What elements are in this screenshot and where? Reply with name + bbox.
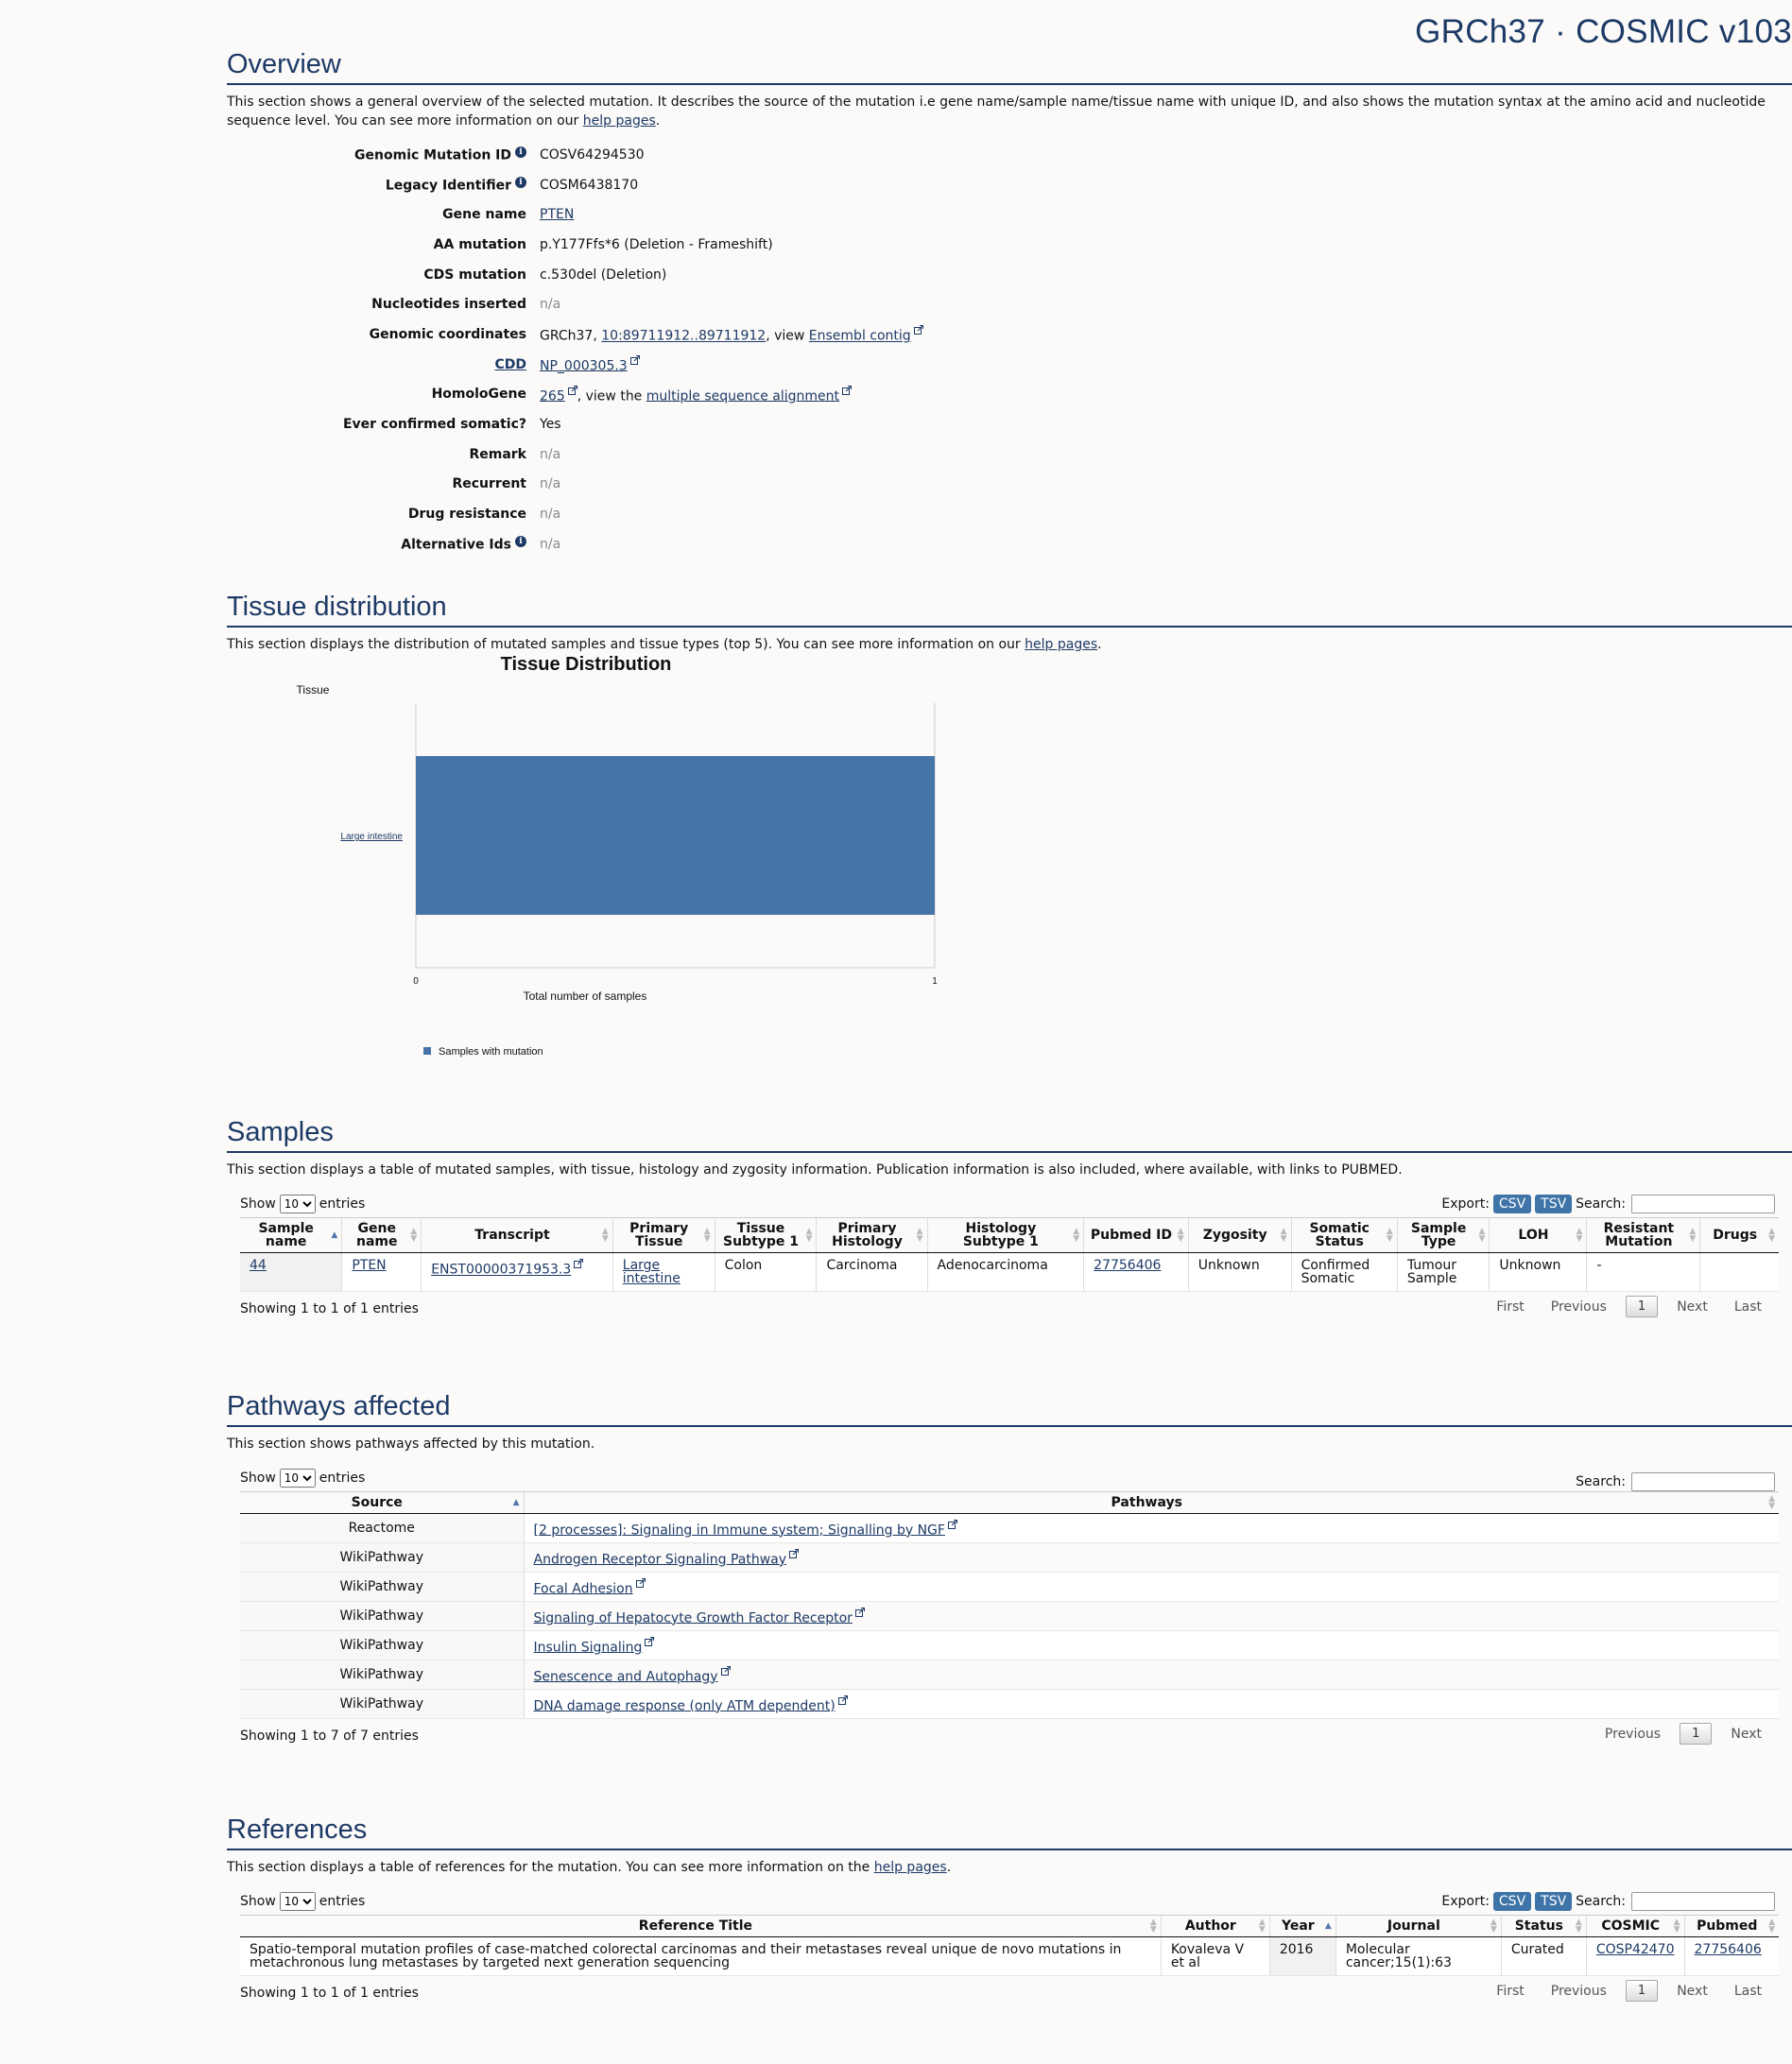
sort-icon: ▲ ▼: [601, 1227, 609, 1244]
sort-ascending-icon: ▲: [331, 1230, 338, 1240]
external-link-icon: [568, 386, 577, 395]
cds-mutation-value: c.530del (Deletion): [540, 267, 667, 283]
table-cell: [524, 1514, 1779, 1543]
external-link-icon: [842, 386, 852, 395]
table-cell: Curated: [1501, 1937, 1586, 1976]
pathways-pagination: [1592, 1723, 1775, 1745]
table-cell: Carcinoma: [817, 1253, 927, 1292]
pathways-table: [240, 1491, 1779, 1719]
table-cell: [1684, 1937, 1779, 1976]
pathways-page-size-select[interactable]: [280, 1469, 316, 1488]
field-aa-mutation: [227, 230, 1792, 260]
samples-export-tsv-button[interactable]: TSV: [1535, 1195, 1572, 1213]
samples-description: This section displays a table of mutated samples, with tissue, histology and zygosity information. Publication information is also included, where available, with links to PUBMED.: [227, 1162, 1403, 1178]
samples-tools: [1441, 1195, 1775, 1213]
pathways-search-input[interactable]: [1631, 1472, 1775, 1491]
column-header-label: Primary Tissue: [629, 1221, 689, 1249]
external-link-icon: [636, 1578, 646, 1588]
column-header-label: Drugs: [1713, 1228, 1758, 1243]
references-tools: [1441, 1892, 1775, 1911]
column-header[interactable]: [342, 1218, 422, 1253]
chart-svg: [227, 646, 964, 1091]
sort-icon: ▲ ▼: [1673, 1918, 1680, 1935]
column-header[interactable]: [1684, 1916, 1779, 1937]
export-label: Export:: [1441, 1196, 1490, 1212]
chart-title: Tissue Distribution: [500, 654, 672, 675]
field-nucleotides-inserted: [227, 289, 1792, 319]
genomic-coordinates-link[interactable]: 10:89711912..89711912: [601, 328, 767, 344]
show-label: Show: [240, 1471, 276, 1486]
chart-category-label[interactable]: Large intestine: [340, 832, 403, 842]
external-link-icon: [838, 1695, 848, 1705]
pathway-source: WikiPathway: [240, 1660, 524, 1690]
table-row: [240, 1631, 1779, 1660]
sort-icon: ▲ ▼: [1575, 1918, 1582, 1935]
current-page-button[interactable]: 1: [1626, 1296, 1658, 1317]
pathway-link[interactable]: Senescence and Autophagy: [533, 1669, 718, 1685]
sort-icon: ▲ ▼: [1768, 1227, 1775, 1244]
pubmed-link[interactable]: 27756406: [1694, 1942, 1762, 1957]
sample-name-link[interactable]: 44: [250, 1258, 267, 1273]
table-row: [240, 1602, 1779, 1631]
field-genomic-mutation-id: [227, 140, 1792, 170]
overview-fields: [227, 140, 1792, 559]
column-header-label: Status: [1514, 1918, 1563, 1934]
sort-icon: ▲ ▼: [1478, 1227, 1486, 1244]
pathway-link[interactable]: DNA damage response (only ATM dependent): [533, 1698, 836, 1714]
gene-name-link[interactable]: PTEN: [352, 1258, 387, 1273]
column-header-label: Gene name: [356, 1221, 398, 1249]
chart-legend-label[interactable]: Samples with mutation: [439, 1046, 543, 1058]
sort-icon: ▲ ▼: [805, 1227, 813, 1244]
column-header[interactable]: [1586, 1916, 1684, 1937]
pubmed-link[interactable]: 27756406: [1094, 1258, 1162, 1273]
homologene-text: , view the: [577, 388, 646, 404]
table-cell: [422, 1253, 613, 1292]
references-page-size-select[interactable]: [280, 1892, 316, 1911]
pathway-source: WikiPathway: [240, 1573, 524, 1602]
sort-icon: ▲ ▼: [1576, 1227, 1583, 1244]
sort-icon: ▲ ▼: [1177, 1227, 1184, 1244]
legacy-identifier-value: COSM6438170: [540, 177, 639, 193]
external-link-icon: [855, 1608, 865, 1617]
column-header[interactable]: [1490, 1218, 1587, 1253]
table-row: [240, 1573, 1779, 1602]
field-alternative-ids: [227, 529, 1792, 559]
field-label: Nucleotides inserted: [371, 297, 526, 313]
chart-legend[interactable]: [423, 1046, 543, 1058]
previous-page-button[interactable]: Previous: [1550, 1983, 1607, 1999]
pathway-source: Reactome: [240, 1514, 524, 1543]
column-header-label: Histology Subtype 1: [962, 1221, 1039, 1249]
chart-x-ticks: [413, 976, 938, 987]
references-table: [240, 1915, 1779, 1976]
search-label: Search:: [1576, 1894, 1626, 1909]
samples-search-input[interactable]: [1631, 1195, 1775, 1213]
external-link-icon: [645, 1637, 654, 1646]
external-link-icon: [789, 1549, 799, 1558]
overview-description: This section shows a general overview of the selected mutation. It describes the source of the mutation i.e gene name/sample name/tissue name with unique ID, and also shows the mutation syntax at the amino acid and nucleotide sequence level. You can see more information on our help pages.: [227, 95, 1766, 129]
pathway-link[interactable]: Focal Adhesion: [533, 1581, 633, 1597]
pathway-source: WikiPathway: [240, 1543, 524, 1573]
current-page-button[interactable]: 1: [1680, 1723, 1712, 1745]
sort-icon: ▲ ▼: [1280, 1227, 1287, 1244]
field-ever-confirmed-somatic: [227, 409, 1792, 439]
sort-icon: ▲ ▼: [1073, 1227, 1080, 1244]
column-header[interactable]: [1397, 1218, 1490, 1253]
column-header-label: Transcript: [474, 1228, 550, 1243]
column-header[interactable]: [1269, 1916, 1335, 1937]
column-header-label: Pubmed: [1697, 1918, 1758, 1934]
references-pagination: [1483, 1980, 1775, 2002]
samples-table: [240, 1217, 1779, 1292]
chart-x-axis-label: Total number of samples: [523, 989, 647, 1003]
column-header-label: Sample Type: [1410, 1221, 1467, 1249]
pathway-source: WikiPathway: [240, 1631, 524, 1660]
table-cell: [1700, 1253, 1779, 1292]
homologene-link[interactable]: 265: [540, 388, 565, 404]
next-page-button[interactable]: Next: [1677, 1299, 1708, 1315]
table-cell: [524, 1660, 1779, 1690]
pathway-link[interactable]: Signaling of Hepatocyte Growth Factor Receptor: [533, 1610, 853, 1626]
column-header-label: Author: [1184, 1918, 1236, 1934]
column-header[interactable]: [1587, 1218, 1700, 1253]
table-cell: [1586, 1937, 1684, 1976]
sort-ascending-icon: ▲: [1324, 1921, 1332, 1931]
column-header[interactable]: [612, 1218, 715, 1253]
table-cell: 2016: [1269, 1937, 1335, 1976]
overview-description-text: This section shows a general overview of the selected mutation. It describes the source of the mutation i.e gene name/sample name/tissue name with unique ID, and also shows the mutation syntax at the amino acid and nucleotide sequence level. You can see more information on our: [227, 95, 1766, 129]
cdd-label-link[interactable]: CDD: [494, 356, 526, 372]
previous-page-button[interactable]: Previous: [1604, 1726, 1662, 1742]
references-section: [227, 1813, 1792, 2018]
chart-legend-swatch[interactable]: [423, 1047, 431, 1055]
field-drug-resistance: [227, 499, 1792, 529]
table-cell: [342, 1253, 422, 1292]
column-header-label: Zygosity: [1202, 1228, 1267, 1243]
references-page-size-control: [240, 1892, 365, 1911]
last-page-button[interactable]: Last: [1733, 1983, 1762, 1999]
transcript-link[interactable]: ENST00000371953.3: [431, 1262, 572, 1278]
table-cell: Confirmed Somatic: [1291, 1253, 1397, 1292]
sort-icon: ▲ ▼: [410, 1227, 418, 1244]
field-gene-name: [227, 199, 1792, 230]
sort-icon: ▲ ▼: [916, 1227, 923, 1244]
column-header[interactable]: [1161, 1916, 1269, 1937]
show-label: Show: [240, 1894, 276, 1909]
table-row: [240, 1660, 1779, 1690]
table-cell: [524, 1602, 1779, 1631]
column-header[interactable]: [240, 1218, 342, 1253]
field-label: Legacy Identifier: [385, 178, 511, 194]
samples-page-size-control: [240, 1195, 365, 1213]
gene-name-link[interactable]: PTEN: [540, 207, 575, 223]
chart-y-axis-label: Tissue: [296, 683, 330, 697]
table-cell: Unknown: [1490, 1253, 1587, 1292]
column-header-label: LOH: [1518, 1228, 1549, 1243]
column-header[interactable]: [817, 1218, 927, 1253]
column-header[interactable]: [1335, 1916, 1501, 1937]
pathway-link[interactable]: Insulin Signaling: [533, 1640, 643, 1656]
column-header[interactable]: [1291, 1218, 1397, 1253]
sort-ascending-icon: ▲: [512, 1498, 520, 1507]
samples-heading: Samples: [227, 1115, 1792, 1153]
column-header-label: Pubmed ID: [1090, 1228, 1172, 1243]
column-header-label: Source: [351, 1495, 403, 1510]
sort-icon: ▲ ▼: [1386, 1227, 1393, 1244]
table-cell: [524, 1543, 1779, 1573]
column-header[interactable]: [1188, 1218, 1291, 1253]
table-cell: [524, 1690, 1779, 1719]
entries-label: entries: [319, 1471, 366, 1486]
field-label: Ever confirmed somatic?: [342, 417, 526, 433]
column-header[interactable]: [240, 1492, 524, 1514]
column-header-label: COSMIC: [1601, 1918, 1660, 1934]
samples-page-size-select[interactable]: [280, 1195, 316, 1213]
chart-bars: [416, 756, 935, 915]
samples-export-csv-button[interactable]: CSV: [1493, 1195, 1531, 1213]
table-cell: [612, 1253, 715, 1292]
alternative-ids-value: n/a: [540, 536, 561, 552]
page-header-title: GRCh37 · COSMIC v103: [1415, 13, 1792, 50]
pathways-heading: Pathways affected: [227, 1389, 1792, 1427]
pathway-link[interactable]: [2 processes]: Signaling in Immune system; Signalling by NGF: [533, 1522, 945, 1539]
cdd-link[interactable]: NP_000305.3: [540, 358, 628, 374]
drug-resistance-value: n/a: [540, 507, 561, 523]
table-cell: -: [1587, 1253, 1700, 1292]
field-label: Alternative Ids: [401, 537, 511, 553]
cosmic-study-link[interactable]: COSP42470: [1595, 1942, 1675, 1957]
field-label: Remark: [469, 446, 526, 462]
nucleotides-inserted-value: n/a: [540, 297, 561, 313]
next-page-button[interactable]: Next: [1731, 1726, 1762, 1742]
column-header[interactable]: [1700, 1218, 1779, 1253]
sort-icon: ▲ ▼: [1258, 1918, 1266, 1935]
entries-label: entries: [319, 1196, 366, 1212]
sort-icon: ▲ ▼: [703, 1227, 711, 1244]
column-header-label: Primary Histology: [832, 1221, 903, 1249]
external-link-icon: [948, 1520, 957, 1529]
table-cell: [1084, 1253, 1189, 1292]
field-cds-mutation: [227, 260, 1792, 290]
external-link-icon: [574, 1259, 583, 1268]
field-cdd: [227, 350, 1792, 380]
pathway-link[interactable]: Androgen Receptor Signaling Pathway: [533, 1552, 787, 1568]
ensembl-contig-link[interactable]: Ensembl contig: [808, 328, 911, 344]
table-cell: Colon: [715, 1253, 817, 1292]
external-link-icon: [914, 325, 923, 335]
pathways-page-size-control: [240, 1469, 365, 1488]
pathway-source: WikiPathway: [240, 1602, 524, 1631]
field-genomic-coordinates: [227, 319, 1792, 350]
sort-icon: ▲ ▼: [1768, 1494, 1775, 1511]
references-help-link[interactable]: help pages: [873, 1860, 947, 1875]
aa-mutation-value: p.Y177Ffs*6 (Deletion - Frameshift): [540, 236, 773, 252]
primary-tissue-link[interactable]: Large intestine: [622, 1258, 681, 1286]
references-heading: References: [227, 1813, 1792, 1850]
references-search-input[interactable]: [1631, 1892, 1775, 1911]
field-label: Genomic coordinates: [369, 326, 526, 342]
entries-label: entries: [319, 1894, 366, 1909]
field-legacy-identifier: [227, 170, 1792, 200]
table-row: [240, 1253, 1779, 1292]
search-label: Search:: [1576, 1474, 1626, 1489]
table-row: [240, 1937, 1779, 1976]
column-header[interactable]: [422, 1218, 613, 1253]
overview-section: [227, 47, 1792, 559]
samples-pagination: [1483, 1296, 1775, 1317]
external-link-icon: [630, 355, 640, 365]
table-row: [240, 1543, 1779, 1573]
next-page-button[interactable]: Next: [1677, 1983, 1708, 1999]
field-label: Drug resistance: [407, 507, 526, 523]
column-header-label: Sample name: [258, 1221, 314, 1249]
table-row: [240, 1514, 1779, 1543]
table-row: [240, 1690, 1779, 1719]
tissue-description: This section displays the distribution of mutated samples and tissue types (top 5). You can see more information on our help pages.: [227, 637, 1102, 652]
column-header[interactable]: [240, 1916, 1161, 1937]
ever-confirmed-somatic-value: Yes: [540, 417, 561, 433]
field-label: HomoloGene: [431, 387, 526, 403]
column-header-label: Year: [1281, 1918, 1315, 1934]
table-cell: [524, 1631, 1779, 1660]
overview-heading: Overview: [227, 47, 1792, 85]
table-cell: Unknown: [1188, 1253, 1291, 1292]
field-remark: [227, 439, 1792, 470]
first-page-button[interactable]: First: [1496, 1299, 1525, 1315]
sort-icon: ▲ ▼: [1689, 1227, 1697, 1244]
column-header-label: Journal: [1387, 1918, 1440, 1934]
table-cell: [240, 1253, 342, 1292]
external-link-icon: [721, 1666, 731, 1676]
column-header-label: Somatic Status: [1309, 1221, 1370, 1249]
column-header[interactable]: [1501, 1916, 1586, 1937]
show-label: Show: [240, 1196, 276, 1212]
sort-icon: ▲ ▼: [1768, 1918, 1775, 1935]
chart-x-tick-label: 0: [413, 976, 419, 987]
info-icon[interactable]: i: [515, 177, 526, 188]
chart-bar[interactable]: [416, 756, 935, 915]
chart-x-tick-label: 1: [932, 976, 938, 987]
field-label: AA mutation: [433, 236, 526, 252]
column-header[interactable]: [1084, 1218, 1189, 1253]
info-icon[interactable]: i: [515, 146, 526, 158]
column-header[interactable]: [524, 1492, 1779, 1514]
first-page-button[interactable]: First: [1496, 1983, 1525, 1999]
field-label: CDS mutation: [423, 267, 526, 283]
info-icon[interactable]: i: [515, 536, 526, 547]
references-export-tsv-button[interactable]: TSV: [1535, 1892, 1572, 1911]
field-homologene: [227, 380, 1792, 410]
recurrent-value: n/a: [540, 476, 561, 492]
pathways-table-info: Showing 1 to 7 of 7 entries: [240, 1729, 419, 1744]
overview-help-link[interactable]: help pages: [582, 113, 656, 129]
pathway-source: WikiPathway: [240, 1690, 524, 1719]
column-header[interactable]: [927, 1218, 1084, 1253]
genome-build: GRCh37,: [540, 328, 602, 344]
field-label: Recurrent: [452, 476, 526, 492]
field-recurrent: [227, 470, 1792, 500]
previous-page-button[interactable]: Previous: [1550, 1299, 1607, 1315]
export-label: Export:: [1441, 1894, 1490, 1909]
tissue-section: [227, 590, 1792, 1081]
sort-icon: ▲ ▼: [1490, 1918, 1497, 1935]
table-cell: Kovaleva V et al: [1161, 1937, 1269, 1976]
sort-icon: ▲ ▼: [1149, 1918, 1157, 1935]
remark-value: n/a: [540, 446, 561, 462]
current-page-button[interactable]: 1: [1626, 1980, 1658, 2002]
table-cell: Molecular cancer;15(1):63: [1335, 1937, 1501, 1976]
column-header-label: Pathways: [1111, 1495, 1182, 1510]
field-label: Genomic Mutation ID: [354, 147, 511, 163]
table-cell: Tumour Sample: [1397, 1253, 1490, 1292]
tissue-description-text: This section displays the distribution of mutated samples and tissue types (top 5). You can see more information on our: [227, 637, 1025, 652]
tissue-help-link[interactable]: help pages: [1025, 637, 1098, 652]
tissue-distribution-chart: [227, 646, 964, 1091]
samples-section: [227, 1115, 1792, 1333]
table-cell: Adenocarcinoma: [927, 1253, 1084, 1292]
references-export-csv-button[interactable]: CSV: [1493, 1892, 1531, 1911]
field-label: Gene name: [442, 207, 526, 223]
genomic-mutation-id-value: COSV64294530: [540, 146, 645, 163]
search-label: Search:: [1576, 1196, 1626, 1212]
coords-text: , view: [766, 328, 809, 344]
references-table-info: Showing 1 to 1 of 1 entries: [240, 1986, 419, 2001]
reference-title: Spatio-temporal mutation profiles of case-matched colorectal carcinomas and their metastases reveal unique de novo mutations in metachronous lung metastases by targeted next generation sequencing: [240, 1937, 1161, 1976]
last-page-button[interactable]: Last: [1733, 1299, 1762, 1315]
references-description: This section displays a table of references for the mutation. You can see more information on the help pages.: [227, 1860, 952, 1875]
column-header-label: Reference Title: [638, 1918, 753, 1934]
references-description-text: This section displays a table of references for the mutation. You can see more information on the: [227, 1860, 874, 1875]
table-cell: [524, 1573, 1779, 1602]
pathways-tools: [1576, 1472, 1775, 1491]
msa-link[interactable]: multiple sequence alignment: [646, 388, 840, 404]
pathways-description: This section shows pathways affected by this mutation.: [227, 1436, 595, 1452]
column-header[interactable]: [715, 1218, 817, 1253]
column-header-label: Tissue Subtype 1: [723, 1221, 800, 1249]
samples-table-info: Showing 1 to 1 of 1 entries: [240, 1301, 419, 1316]
column-header-label: Resistant Mutation: [1603, 1221, 1675, 1249]
pathways-section: [227, 1389, 1792, 1761]
tissue-heading: Tissue distribution: [227, 590, 1792, 628]
chart-category-labels: [340, 832, 403, 842]
